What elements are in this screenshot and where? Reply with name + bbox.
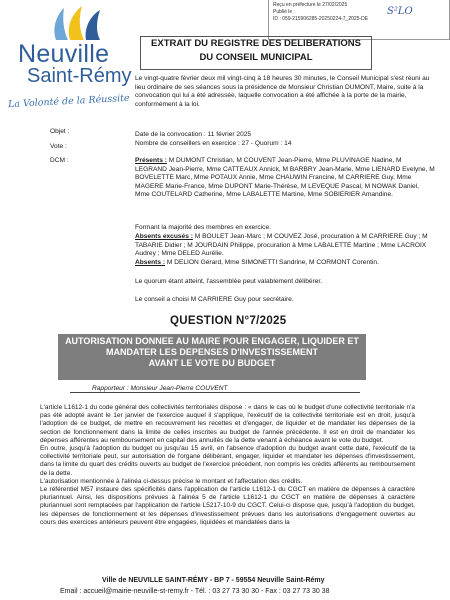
logo-drops-icon: [50, 6, 120, 42]
intro-paragraph: Le vingt-quatre février deux mil vingt-cinq à 18 heures 30 minutes, le Conseil Municipal s'est réuni au lieu ordinaire de ses séances sous la présidence de Monsieur Christian DUMONT, Maire, suite à la convocation qui lui a été adressée, laquelle convocation a été affichée à la porte de la mairie, conformément à la loi.: [135, 75, 430, 108]
title-line-2: DU CONSEIL MUNICIPAL: [199, 52, 313, 63]
logo-motto: La Volonté de la Réussite: [7, 92, 130, 111]
conseillers-count: Nombre de conseillers en exercice : 27 - Quorum : 14: [135, 140, 292, 147]
absents-label: Absents :: [135, 259, 166, 266]
question-subject: [58, 334, 366, 380]
stamp-received: Reçu en préfecture le 27/02/2025: [273, 2, 348, 8]
stamp-id: ID : 059-215906285-20250224-7_2025-DE: [273, 16, 369, 22]
main-paragraph-2: En outre, jusqu'à l'adoption du budget ou jusqu'au 15 avril, en l'absence d'adoption du budget avant cette date, l'exécutif de la collectivité territoriale peut, sur autorisation de l'organe délibérant, engager, liquider et mandater les dépenses d'investissement, dans la limite du quart des crédits ouverts au budget de l'exercice précédent, non compris les crédits afférents au remboursement de la dette.: [40, 445, 415, 477]
main-paragraph-3: L'autorisation mentionnée à l'alinéa ci-dessus précise le montant et l'affectation des crédits.: [40, 477, 303, 485]
stamp-published: Publié le: [273, 9, 293, 15]
main-paragraph-1: L'article L1612-1 du code général des collectivités territoriales dispose : « dans le cas où le budget d'une collectivité territoriale n'a pas été adopté avant le 1er janvier de l'exercice auquel il s'applique, l'exécutif de la collectivité territoriale est en droit, jusqu'à l'adoption de ce budget, de mettre en recouvrement les recettes et d'engager, de liquider et de mandater les dépenses de la section de fonctionnement dans la limite de celles inscrites au budget de l'année précédente. Il est en droit de mandater les dépenses afférentes au remboursement en capital des annuités de la dette venant à échéance avant le vote du budget.: [40, 404, 415, 444]
subject-line-2: MANDATER LES DEPENSES D'INVESTISSEMENT: [105, 347, 318, 357]
absents-list: M DELION Gérard, Mme SIMONETTI Sandrine, M CORMONT Corentin.: [166, 259, 379, 266]
footer-address: Ville de NEUVILLE SAINT-RÉMY - BP 7 - 59554 Neuville Saint-Rémy: [102, 577, 325, 584]
footer-contact: Email : accueil@mairie-neuville-st-remy.fr - Tél. : 03 27 73 30 30 - Fax : 03 27 73 30 38: [60, 588, 330, 595]
convocation-date: Date de la convocation : 11 février 2025: [135, 131, 252, 138]
excuses-label: Absents excusés :: [135, 233, 193, 240]
document-title: [140, 36, 372, 70]
presents-block: [135, 157, 435, 200]
prefecture-stamp: [268, 0, 450, 40]
rapporteur: Rapporteur : Monsieur Jean-Pierre COUVENT: [70, 385, 360, 393]
subject-line-3: AVANT LE VOTE DU BUDGET: [148, 358, 276, 368]
main-paragraph-4: Le référentiel M57 instaure des spécificités dans l'application de l'article L1612-1 du CGCT en matière de dépenses à caractère pluriannuel. Ainsi, les dispositions prévues à l'alinéa 5 de l'article L1612-1 du CGCT en matière de dépenses à caractère pluriannuel sont remplacées par l'application de l'article L5217-10-9 du CGCT. Celui-ci dispose que, jusqu'à l'adoption du budget, les dépenses de fonctionnement et les dépenses d'investissement prévues dans les autorisations d'engagement ouvertes au cours des exercices antérieurs peuvent être engagées, liquidées et mandatées dans la: [40, 486, 415, 526]
excuses-list: M BOULET Jean-Marc ; M COUVEZ José, procuration à M CARRIERE Guy ; M TABARIE Didier ; M JOURDAIN Philippe, procuration à Mme LABALETTE Martine ; Mme LACROIX Audrey ; Mme DELED Aurélie.: [135, 233, 428, 258]
logo-town-name: Neuville: [18, 40, 110, 68]
quorum-text: Le quorum étant atteint, l'assemblée peut valablement délibérer.: [135, 278, 323, 285]
question-title: QUESTION N°7/2025: [170, 315, 287, 327]
presents-label: Présents :: [135, 157, 167, 164]
stamp-signature: S²LO: [387, 6, 413, 17]
title-line-1: EXTRAIT DU REGISTRE DES DELIBERATIONS: [151, 38, 361, 49]
absents-block: [135, 259, 435, 268]
subject-line-1: AUTORISATION DONNEE AU MAIRE POUR ENGAGER, LIQUIDER ET: [65, 336, 359, 346]
presents-list: M DUMONT Christian, M COUVENT Jean-Pierre, Mme PLUVINAGE Nadine, M LEGRAND Jean-Pierre, Mme CATTEAUX Annick, M BARBRY Jean-Marie, Mme LIENARD Evelyne, M BOVELETTE Marc, Mme POTAUX Annie, Mme CHAUWIN Francine, M CARRIERE Guy, Mme MAGERE Marie-France, Mme DUPONT Marie-Thérèse, M LEVEQUE Pascal, M NOWAK Daniel, Mme COUTELARD Catherine, Mme LABALETTE Martine, Mme SOBIERIER Amandine.: [135, 157, 435, 199]
excuses-block: [135, 233, 435, 259]
objet-label: Objet :: [50, 128, 70, 135]
main-text: [40, 404, 415, 527]
majorite-text: Formant la majorité des membres en exercice.: [135, 224, 271, 231]
logo-town-name-2: Saint-Rémy: [27, 65, 132, 87]
vote-label: Vote :: [50, 143, 67, 150]
dcm-label: DCM :: [50, 157, 69, 164]
secretaire-text: Le conseil a choisi M CARRIERE Guy pour secrétaire.: [135, 296, 294, 303]
